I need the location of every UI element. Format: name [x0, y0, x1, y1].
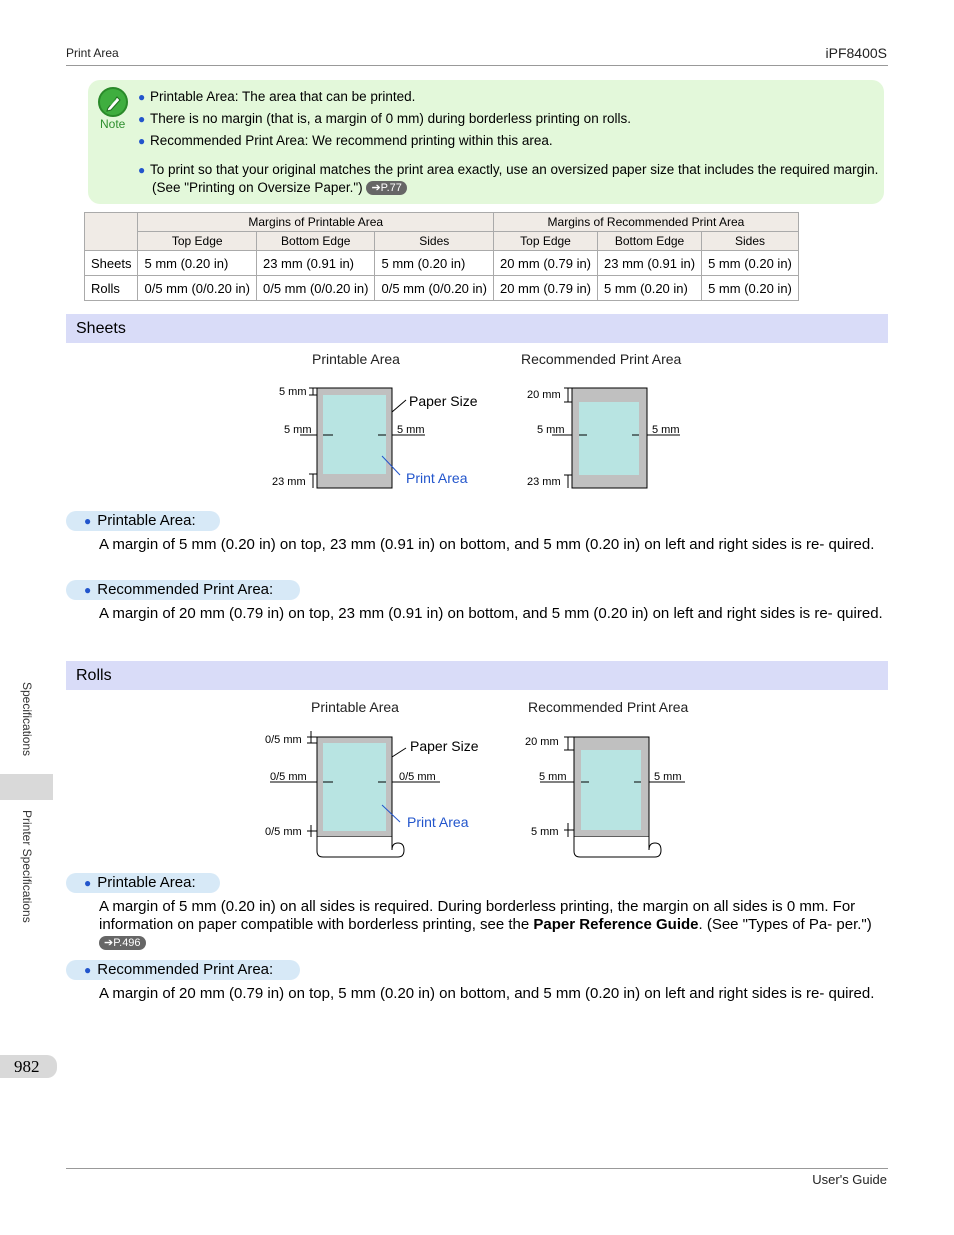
table-column-header: Sides [702, 232, 799, 251]
table-column-header: Top Edge [493, 232, 597, 251]
header-section-title: Print Area [66, 46, 119, 60]
sidebar-chapter-link[interactable]: Specifications [20, 682, 34, 757]
table-cell: 5 mm (0.20 in) [138, 251, 257, 276]
footer-divider [66, 1168, 888, 1169]
table-column-header: Top Edge [138, 232, 257, 251]
footer-guide-name: User's Guide [812, 1172, 887, 1187]
table-column-header: Bottom Edge [256, 232, 375, 251]
note-label: Note [100, 117, 126, 131]
sheets-p-right-label: 5 mm [397, 424, 425, 436]
sheets-printable-description: A margin of 5 mm (0.20 in) on top, 23 mm (0.91 in) on bottom, and 5 mm (0.20 in) on left and right sides is re- quired. [99, 536, 875, 553]
section-title: Sheets [76, 320, 126, 337]
table-cell: 5 mm (0.20 in) [598, 276, 702, 301]
sheets-r-bottom-label: 23 mm [527, 476, 561, 488]
table-column-header: Bottom Edge [598, 232, 702, 251]
table-row-label: Rolls [85, 276, 138, 301]
bullet-icon: ● [84, 514, 92, 528]
rolls-p-right-label: 0/5 mm [399, 771, 436, 783]
section-bar-rolls [66, 661, 888, 690]
rolls-p-left-label: 0/5 mm [270, 771, 307, 783]
paper-size-label: Paper Size [409, 393, 478, 409]
table-cell: 20 mm (0.79 in) [493, 276, 597, 301]
sheets-r-top-label: 20 mm [527, 389, 561, 401]
bullet-icon: ● [138, 134, 146, 148]
sheets-p-top-label: 5 mm [279, 386, 307, 398]
rolls-r-left-label: 5 mm [539, 771, 567, 783]
roll-curl [574, 837, 661, 857]
bullet-icon: ● [138, 163, 146, 177]
sheets-recommended-description: A margin of 20 mm (0.79 in) on top, 23 mm (0.91 in) on bottom, and 5 mm (0.20 in) on left and right sides is re- quired. [99, 605, 883, 622]
term-pill-printable-area: ● Printable Area: [66, 511, 220, 531]
print-area-rect [579, 402, 639, 475]
sheets-p-bottom-label: 23 mm [272, 476, 306, 488]
table-cell: 23 mm (0.91 in) [256, 251, 375, 276]
section-title: Rolls [76, 667, 112, 684]
print-area-rect [581, 750, 641, 830]
rolls-printable-description: A margin of 5 mm (0.20 in) on all sides is required. During borderless printing, the margin on all sides is 0 mm. For information on paper compatible with borderless printing, see the Paper Reference Guide. (See "Types of Pa- per.") ➔P.496 [99, 898, 872, 949]
sheets-r-right-label: 5 mm [652, 424, 680, 436]
rolls-p-bottom-label: 0/5 mm [265, 826, 302, 838]
sidebar-section-link[interactable]: Printer Specifications [20, 810, 34, 923]
note-item: ● Printable Area: The area that can be printed. [138, 89, 416, 104]
sheets-p-left-label: 5 mm [284, 424, 312, 436]
bullet-icon: ● [138, 112, 146, 126]
page-ref-link[interactable]: ➔P.77 [366, 181, 406, 195]
rolls-r-top-label: 20 mm [525, 736, 559, 748]
diagram-title-printable: Printable Area [312, 351, 400, 367]
diagram-title-recommended: Recommended Print Area [521, 351, 682, 367]
table-row-label: Sheets [85, 251, 138, 276]
rolls-recommended-description: A margin of 20 mm (0.79 in) on top, 5 mm (0.20 in) on bottom, and 5 mm (0.20 in) on left and right sides is re- quired. [99, 985, 875, 1002]
page-ref-link[interactable]: ➔P.496 [99, 936, 146, 950]
roll-curl [317, 837, 404, 857]
rolls-r-right-label: 5 mm [654, 771, 682, 783]
table-cell: 0/5 mm (0/0.20 in) [375, 276, 494, 301]
table-group-header: Margins of Printable Area [138, 213, 494, 232]
diagram-title-printable: Printable Area [311, 699, 399, 715]
page-number: 982 [0, 1055, 57, 1078]
table-cell: 0/5 mm (0/0.20 in) [256, 276, 375, 301]
print-area-rect [323, 743, 386, 831]
note-item: ● There is no margin (that is, a margin of 0 mm) during borderless printing on rolls. [138, 111, 631, 126]
table-cell: 5 mm (0.20 in) [702, 276, 799, 301]
note-item: ● Recommended Print Area: We recommend printing within this area. [138, 133, 553, 148]
header-model-name: iPF8400S [825, 45, 887, 61]
sheets-r-left-label: 5 mm [537, 424, 565, 436]
bullet-icon: ● [84, 583, 92, 597]
term-pill-recommended-area: ● Recommended Print Area: [66, 960, 300, 980]
bullet-icon: ● [138, 90, 146, 104]
paper-reference-guide-link[interactable]: Paper Reference Guide [533, 916, 699, 933]
rolls-p-top-label: 0/5 mm [265, 734, 302, 746]
table-group-header: Margins of Recommended Print Area [493, 213, 798, 232]
sidebar-active-tab [0, 774, 53, 800]
print-area-label: Print Area [407, 814, 469, 830]
table-cell: 23 mm (0.91 in) [598, 251, 702, 276]
diagram-title-recommended: Recommended Print Area [528, 699, 689, 715]
table-cell: 5 mm (0.20 in) [375, 251, 494, 276]
print-area-label: Print Area [406, 470, 468, 486]
table-cell: 5 mm (0.20 in) [702, 251, 799, 276]
table-cell: 0/5 mm (0/0.20 in) [138, 276, 257, 301]
table-column-header: Sides [375, 232, 494, 251]
note-item: ● To print so that your original matches the print area exactly, use an oversized paper size that includes the required margin. (See "Printing on Oversize Paper.") ➔P.77 [138, 162, 879, 195]
term-pill-printable-area: ● Printable Area: [66, 873, 220, 893]
bullet-icon: ● [84, 963, 92, 977]
bullet-icon: ● [84, 876, 92, 890]
rolls-r-bottom-label: 5 mm [531, 826, 559, 838]
table-cell: 20 mm (0.79 in) [493, 251, 597, 276]
term-pill-recommended-area: ● Recommended Print Area: [66, 580, 300, 600]
paper-size-label: Paper Size [410, 738, 479, 754]
